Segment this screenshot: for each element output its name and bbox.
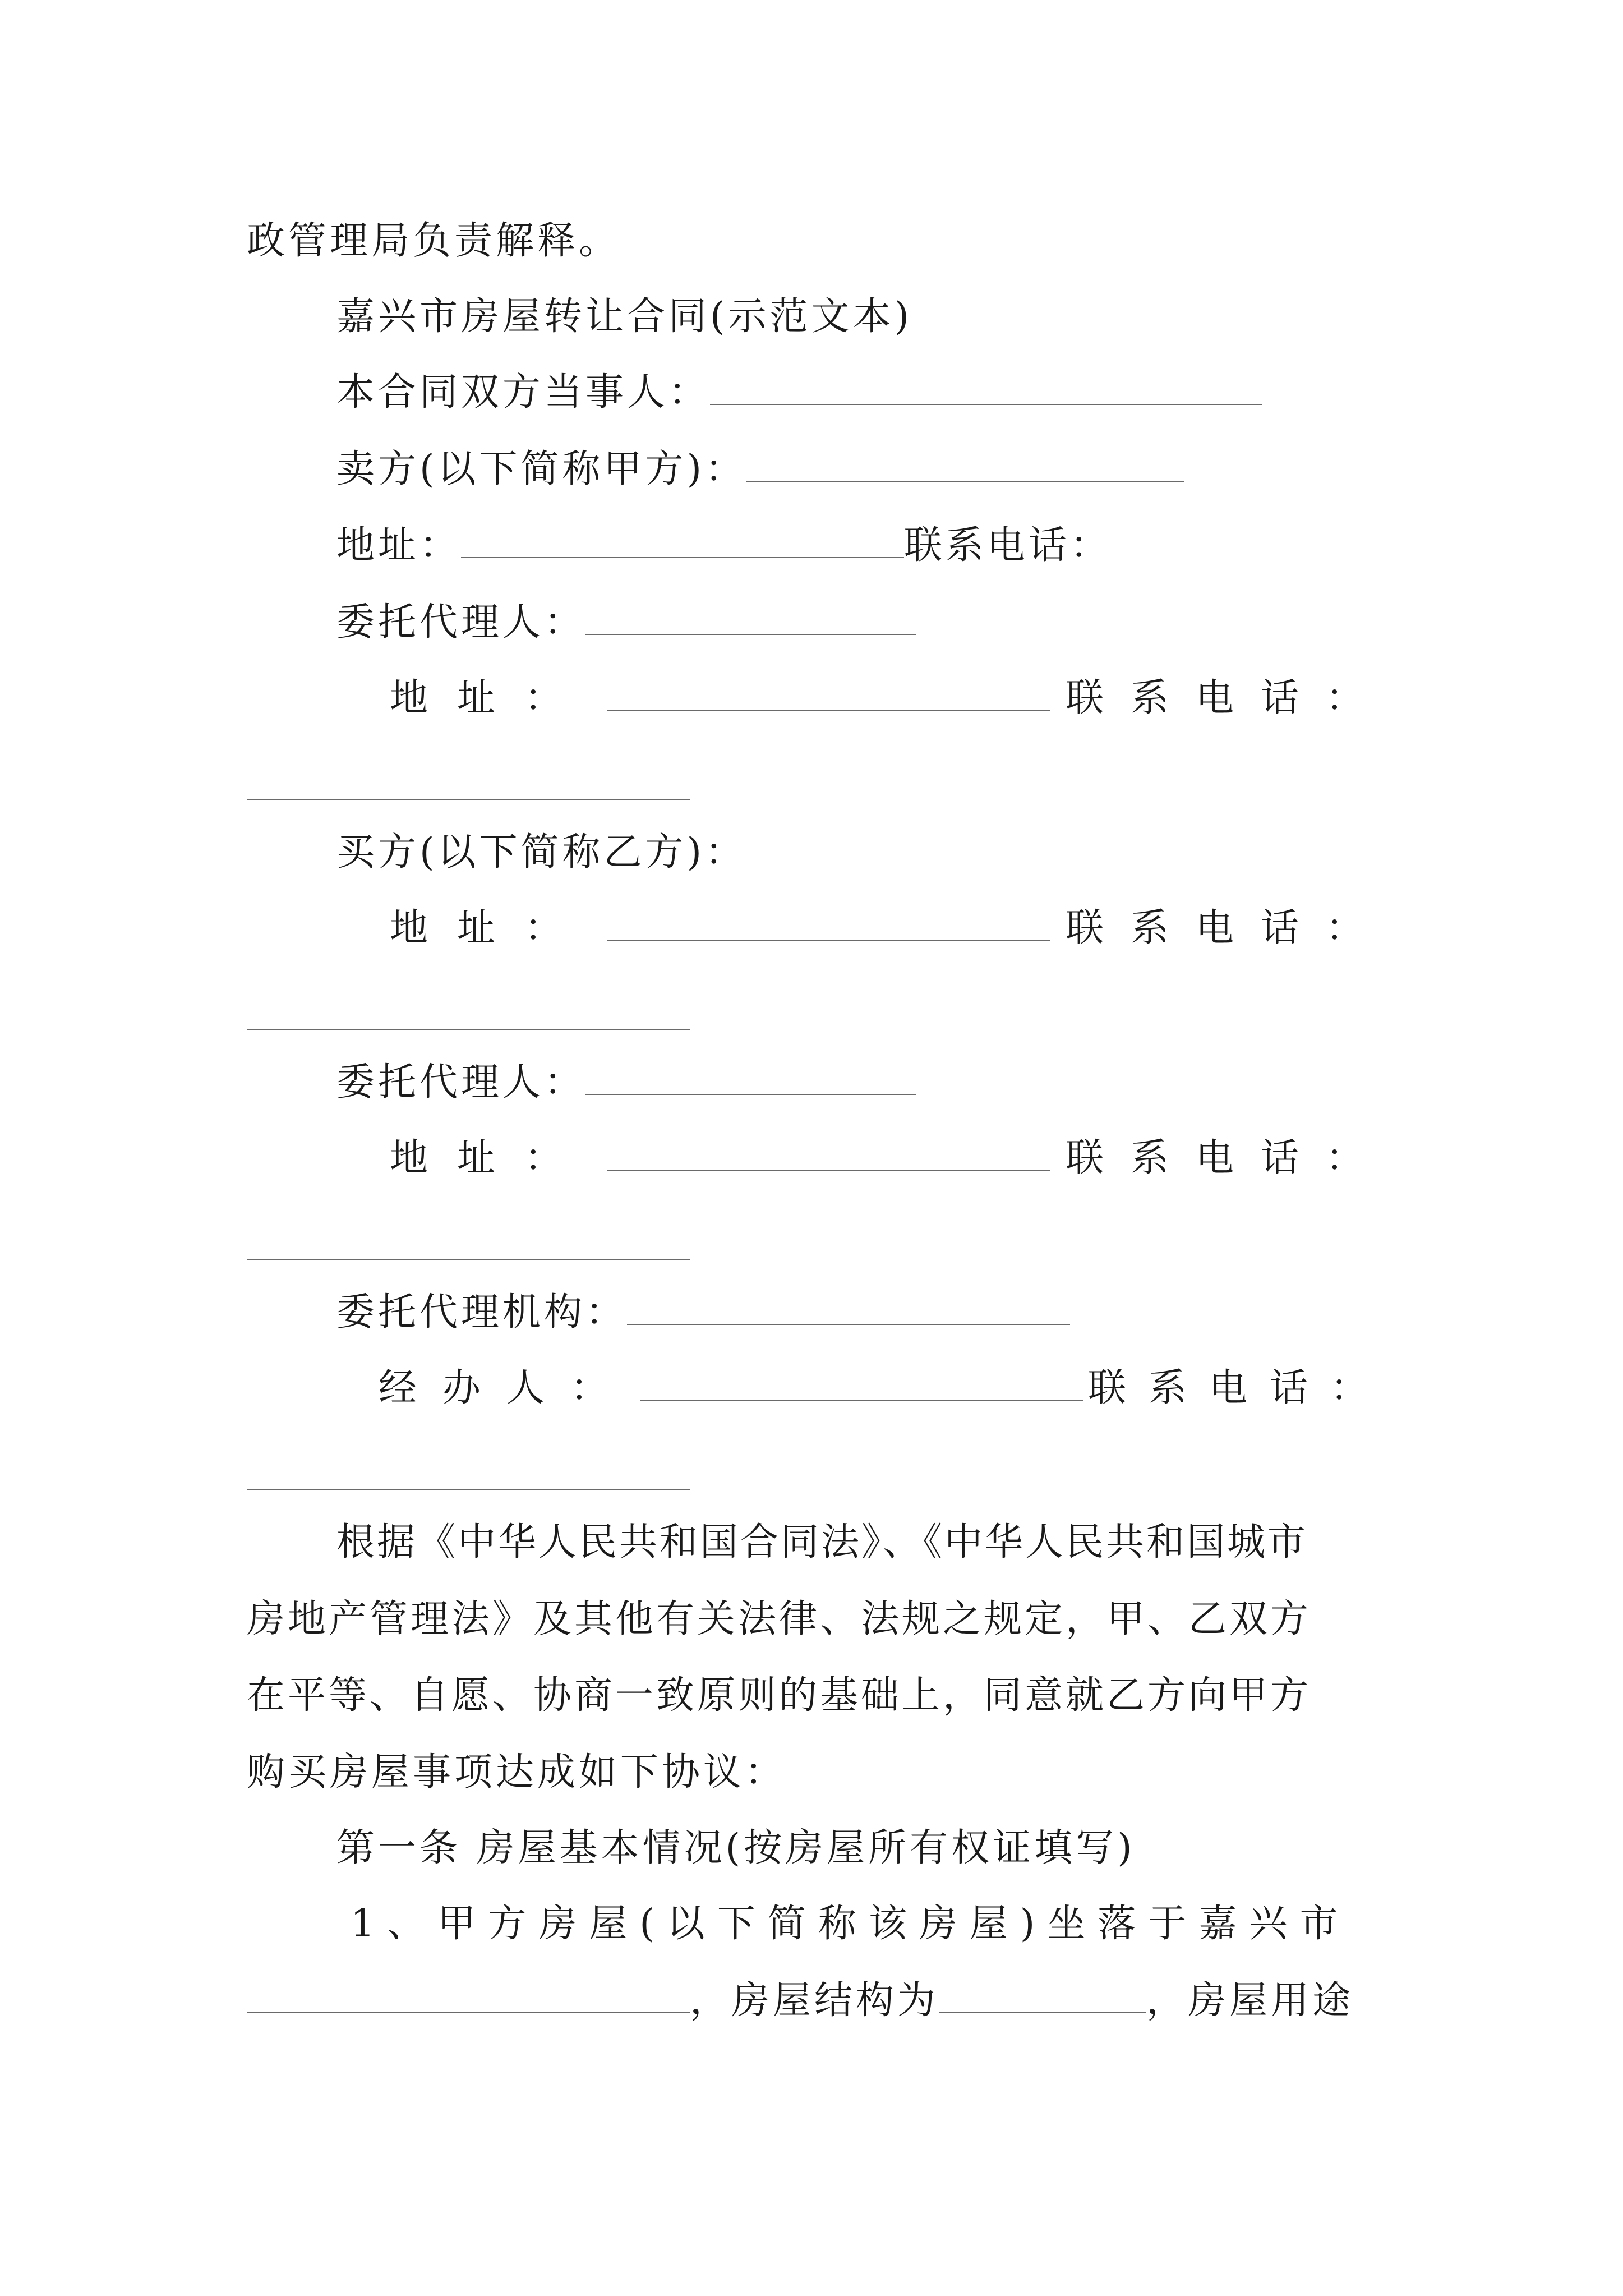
seller-address-line <box>336 521 1112 571</box>
buyer-agent-phone-label: 联系电话： <box>1065 1136 1391 1180</box>
buyer-phone-blank[interactable] <box>247 1029 690 1030</box>
location-blank[interactable] <box>247 1982 690 2013</box>
seller-blank[interactable] <box>746 450 1184 482</box>
buyer-agent-blank[interactable] <box>585 1064 916 1095</box>
continuation-line: 政管理局负责解释。 <box>247 219 621 263</box>
seller-agent-phone-blank[interactable] <box>247 799 690 800</box>
parties-blank[interactable] <box>710 374 1262 405</box>
parties-line <box>336 367 1262 418</box>
seller-agent-blank[interactable] <box>585 604 916 635</box>
buyer-phone-label: 联系电话： <box>1065 906 1391 950</box>
buyer-agent-label: 委托代理人： <box>336 1060 586 1105</box>
buyer-agent-address-line <box>247 1133 1391 1184</box>
preamble-line-4: 购买房屋事项达成如下协议： <box>247 1750 787 1795</box>
buyer-agent-phone-blank[interactable] <box>247 1259 690 1260</box>
seller-agent-line <box>336 597 916 648</box>
usage-label: ，房屋用途 <box>1146 1978 1354 2023</box>
buyer-agent-address-label: 地址： <box>390 1136 592 1180</box>
seller-phone-label: 联系电话： <box>904 523 1112 568</box>
item-1-continued <box>247 1976 1354 2026</box>
agency-line <box>336 1287 1070 1338</box>
handler-line <box>247 1363 1391 1414</box>
handler-phone-label: 联系电话： <box>1087 1366 1391 1410</box>
handler-blank[interactable] <box>640 1369 1083 1401</box>
preamble-line-1: 根据《中华人民共和国合同法》、《中华人民共和国城市 <box>336 1520 1308 1565</box>
structure-blank[interactable] <box>939 1982 1146 2013</box>
seller-address-blank[interactable] <box>461 527 904 558</box>
buyer-agent-address-blank[interactable] <box>607 1139 1050 1171</box>
seller-agent-phone-label: 联系电话： <box>1065 676 1391 720</box>
agency-blank[interactable] <box>627 1294 1070 1325</box>
preamble-line-2: 房地产管理法》及其他有关法律、法规之规定，甲、乙双方 <box>247 1597 1312 1641</box>
handler-label: 经办人： <box>379 1366 635 1410</box>
buyer-line: 买方(以下简称乙方)： <box>336 830 747 875</box>
seller-agent-label: 委托代理人： <box>336 600 586 645</box>
buyer-address-line <box>247 903 1391 954</box>
agency-label: 委托代理机构： <box>336 1290 628 1335</box>
structure-label: ，房屋结构为 <box>690 1978 939 2023</box>
seller-line <box>336 444 1184 495</box>
seller-agent-address-label: 地址： <box>390 676 592 720</box>
preamble-line-3: 在平等、自愿、协商一致原则的基础上，同意就乙方向甲方 <box>247 1673 1312 1718</box>
seller-label: 卖方(以下简称甲方)： <box>336 447 747 491</box>
seller-agent-address-line <box>247 673 1391 724</box>
seller-address-label: 地址： <box>336 523 462 568</box>
buyer-address-blank[interactable] <box>607 909 1050 941</box>
seller-agent-address-blank[interactable] <box>607 679 1050 711</box>
buyer-agent-line <box>336 1057 916 1108</box>
article-1-heading: 第一条 房屋基本情况(按房屋所有权证填写) <box>336 1826 1136 1870</box>
handler-phone-blank[interactable] <box>247 1489 690 1490</box>
contract-title: 嘉兴市房屋转让合同(示范文本) <box>336 295 913 339</box>
item-1-line: 1、甲方房屋(以下简称该房屋)坐落于嘉兴市 <box>351 1902 1350 1946</box>
buyer-address-label: 地址： <box>390 906 592 950</box>
parties-label: 本合同双方当事人： <box>336 370 711 415</box>
